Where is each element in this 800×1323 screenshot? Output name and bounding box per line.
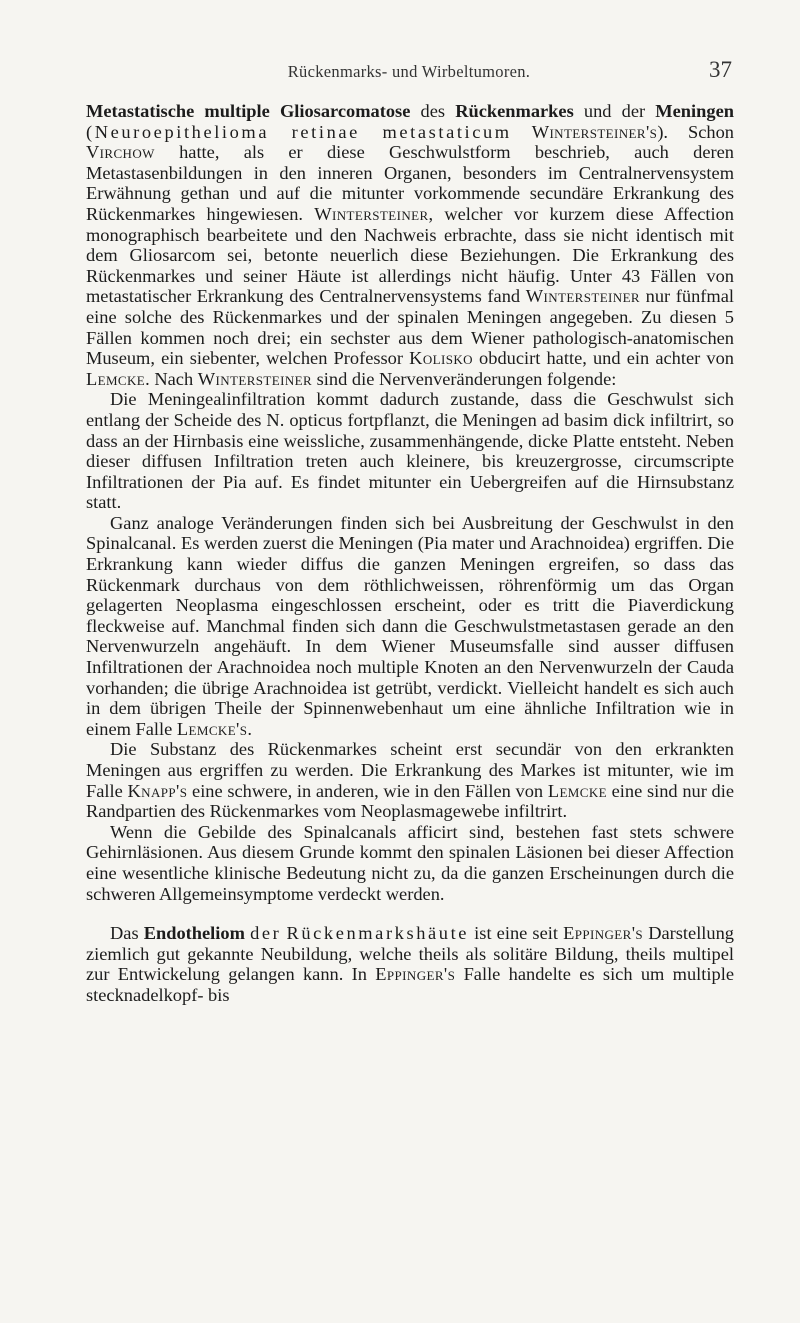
author-virchow: Virchow (86, 142, 155, 163)
text-run: nur fünfmal eine solche des Rückenmarkes und der spinalen Meningen angegeben. Zu diesen 5 Fällen kommen noch drei; ein sechster aus dem Wiener pathologisch-anatomischen Museum, ein siebenter, welchen Professor (86, 286, 734, 369)
author-eppinger: Eppinger's (563, 923, 644, 944)
text-run: . (247, 718, 252, 739)
latin-term: (Neuroepithelioma retinae metastaticum (86, 121, 512, 142)
heading-und-der: und der (583, 101, 646, 121)
section-heading-endotheliom: Endotheliom (143, 923, 245, 944)
text-run: ). Schon (657, 121, 734, 142)
text-run: sind die Nervenveränderungen folgende: (312, 368, 617, 389)
text-run: ist eine seit (469, 923, 564, 944)
author-lemcke: Lemcke (86, 368, 146, 389)
paragraph-substance (86, 739, 734, 821)
text-run: eine schwere, in anderen, wie in den Fällen von (187, 780, 548, 801)
page-number: 37 (709, 57, 732, 82)
text-run: , welcher vor kurzem diese Affection monographisch bearbeitete und den Nachweis erbrachte, dass sie nicht identisch mit dem Gliosarcom sei, betonte neuerlich diese Beziehungen. Die Erkrankung des Rückenmarkes und seiner Häute ist allerdings nicht häufig. Unter 43 Fällen von metastatischer Erkrankung des Centralnervensystems fand (86, 203, 734, 307)
text-run: Die Substanz des Rückenmarkes scheint erst secundär von den erkrankten Meningen aus ergriffen zu werden. Die Erkrankung des Markes ist mitunter, wie im Falle (86, 739, 734, 801)
text-run: . Nach (145, 368, 198, 389)
author-wintersteiner: Wintersteiner (314, 203, 429, 224)
running-title: Rückenmarks- und Wirbeltumoren. (287, 62, 531, 81)
heading-des: des (420, 101, 446, 121)
text-run: Das (110, 923, 139, 944)
author-eppinger: Eppinger's (375, 964, 456, 985)
author-wintersteiner: Wintersteiner (197, 368, 313, 389)
paragraph-endotheliom (86, 923, 734, 1005)
author-kolisko: Kolisko (409, 348, 473, 369)
text-run: Falle handelte es sich um multiple stecknadelkopf- bis (86, 964, 734, 1005)
author-wintersteiner: Wintersteiner (525, 286, 640, 307)
text-run: obducirt hatte, und ein achter von (472, 348, 734, 369)
paragraph-spinal-canal (86, 513, 734, 740)
author-lemcke: Lemcke (547, 780, 607, 801)
paragraph-clinical: Wenn die Gebilde des Spinalcanals afficirt sind, bestehen fast stets schwere Gehirnläsionen. Aus diesem Grunde kommt den spinalen Läsionen bei dieser Affection eine wesentliche klinische Bedeutung nicht zu, da die ganzen Erscheinungen durch die schweren Allgemeinsymptome verdeckt werden. (86, 821, 734, 904)
text-run: hatte, als er diese Geschwulstform beschrieb, auch deren Metastasenbildungen in den inneren Organen, besonders im Centralnervensystem Erwähnung gethan und auf die mitunter vorkommende secundäre Erkrankung des Rückenmarkes hingewiesen. (86, 142, 734, 224)
text-run: Darstellung ziemlich gut gekannte Neubildung, welche theils als solitäre Bildung, theils multipel zur Entwickelung gelangen kann. In (86, 923, 735, 985)
spaced-der: der (250, 923, 282, 944)
body-text (86, 101, 734, 1006)
author-wintersteiner: Wintersteiner's (531, 121, 658, 142)
text-run: Ganz analoge Veränderungen finden sich bei Ausbreitung der Geschwulst in den Spinalcanal. Es werden zuerst die Meningen (Pia mater und Arachnoidea) ergriffen. Die Erkrankung kann wieder diffus die ganzen Meningen ergreifen, so dass das Rückenmark durchaus von dem röthlichweissen, röhrenförmig um das Organ gelagerten Neoplasma eingeschlossen erscheint, oder es tritt die Piaverdickung fleckweise auf. Manchmal finden sich dann die Geschwulstmetastasen gerade an den Nervenwurzeln angehäuft. In dem Wiener Museumsfalle sind ausser diffusen Infiltrationen der Arachnoidea noch multiple Knoten an den Nervenwurzeln der Cauda vorhanden; die übrige Arachnoidea ist getrübt, verdickt. Vielleicht handelt es sich auch in dem übrigen Theile der Spinnenwebenhaut um eine ähnliche Infiltration wie in einem Falle (86, 512, 734, 739)
heading-rueckenmark: Rückenmarkes (455, 101, 574, 121)
paragraph-glio-intro (86, 101, 734, 389)
paragraph-meningeal-infiltration: Die Meningealinfiltration kommt dadurch zustande, dass die Geschwulst sich entlang der Scheide des N. opticus fortpflanzt, die Meningen ad basim dick infiltrirt, so dass an der Hirnbasis eine weissliche, zusammenhängende, dicke Platte entsteht. Neben dieser diffusen Infiltration treten auch kleinere, bis kreuzergrosse, circumscripte Infiltrationen der Pia auf. Es findet mitunter ein Uebergreifen auf die Hirnsubstanz statt. (86, 389, 734, 513)
running-head (86, 57, 732, 88)
spaced-term: Rückenmarkshäute (286, 923, 470, 944)
heading-meningen: Meningen (655, 101, 734, 121)
section-heading-glio: Metastatische multiple Gliosarcomatose (86, 101, 411, 121)
author-knapp: Knapp's (127, 780, 188, 801)
author-lemcke: Lemcke's (176, 718, 248, 739)
text-run: eine sind nur die Randpartien des Rückenmarkes vom Neoplasmagewebe infiltrirt. (86, 780, 734, 822)
